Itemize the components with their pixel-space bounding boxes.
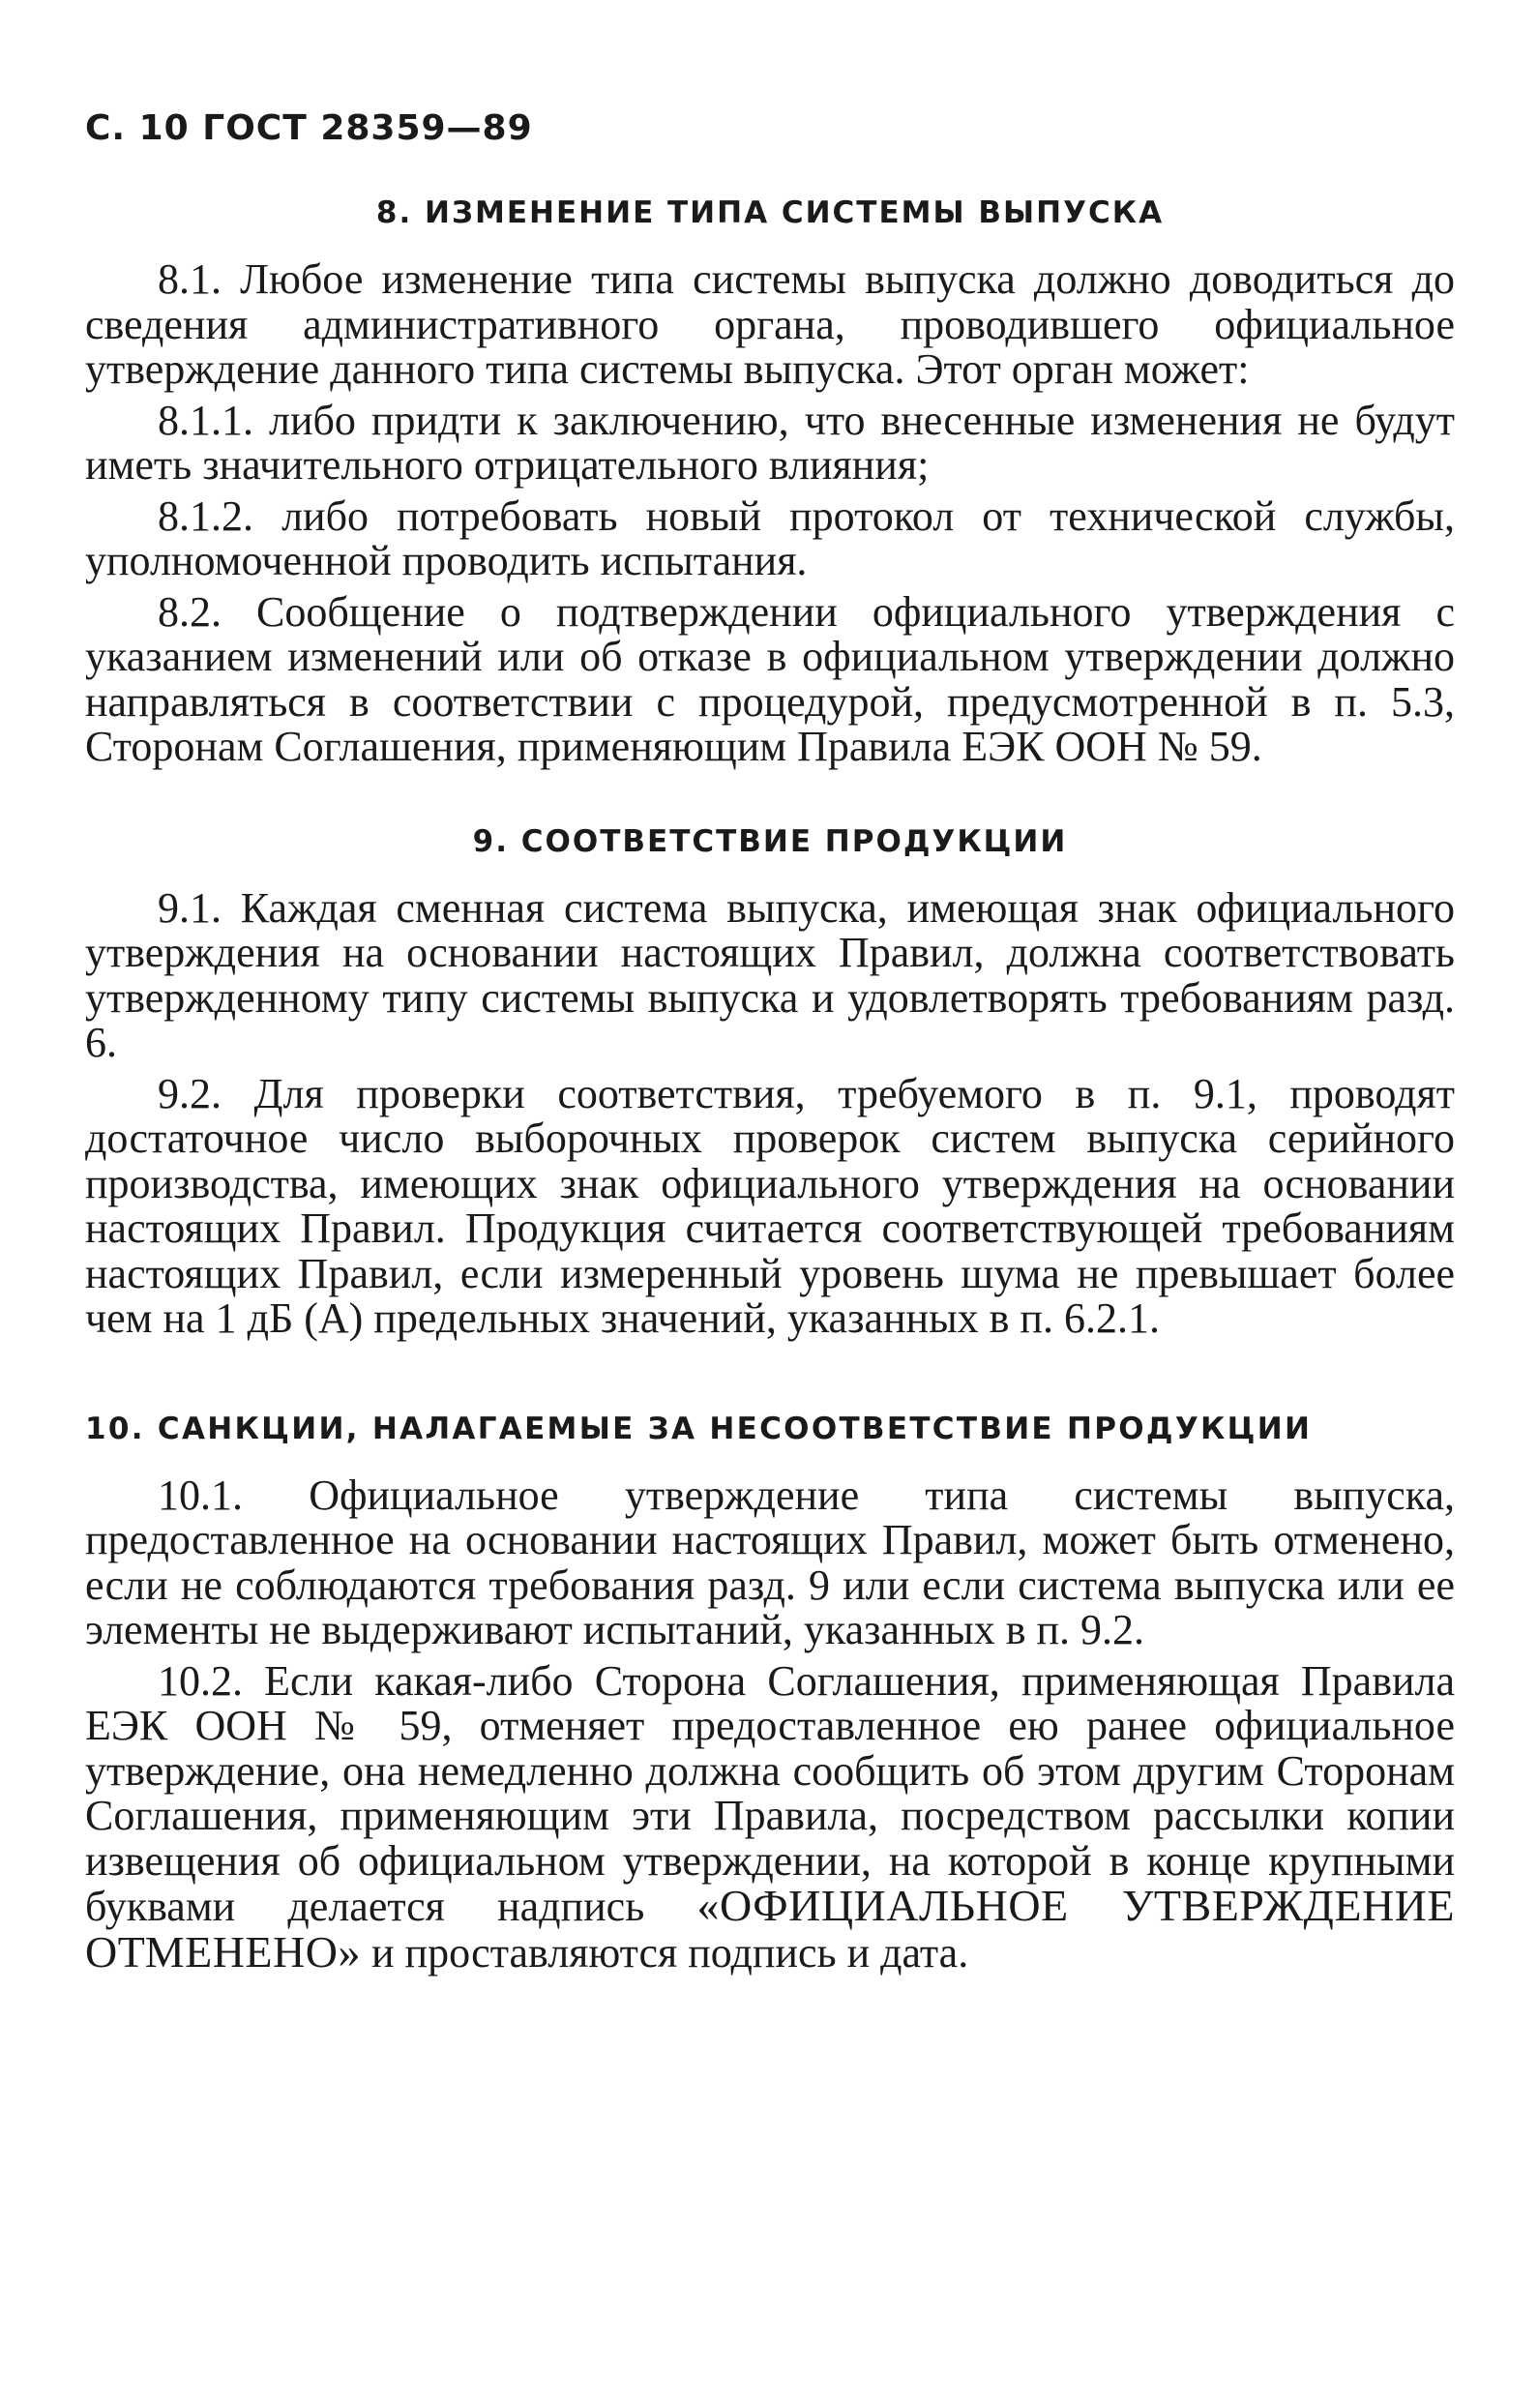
- paragraph-10-2-text: 10.2. Если какая-либо Сторона Соглашения, применяющая Правила ЕЭК ООН № 59, отменяет предоставленное ею ранее официальное утверждение, она немедленно должна сообщить об этом другим Сторонам Соглашения, применяющим эти Правила, посредством рассылки копии извещения об официальном утверждении, на которой в конце крупными буквами делается надпись: [85, 1656, 1455, 1930]
- document-body: [85, 193, 1455, 1981]
- paragraph-10-2-caps-inscription: «ОФИЦИАЛЬНОЕ УТВЕРЖДЕНИЕ ОТМЕНЕНО»: [85, 1881, 1455, 1977]
- section-9-title: 9. СООТВЕТСТВИЕ ПРОДУКЦИИ: [472, 823, 1068, 859]
- paragraph-8-1: 8.1. Любое изменение типа системы выпуска должно доводиться до сведения административного органа, проводившего официальное утверждение данного типа системы выпуска. Этот орган может:: [85, 255, 1455, 393]
- paragraph-10-2-tail: и проставляются подпись и дата.: [370, 1928, 969, 1977]
- paragraph-10-1: 10.1. Официальное утверждение типа системы выпуска, предоставленное на основании настоящих Правил, может быть отменено, если не соблюдаются требования разд. 9 или если система выпуска или ее элементы не выдерживают испытаний, указанных в п. 9.2.: [85, 1471, 1455, 1653]
- paragraph-8-2: 8.2. Сообщение о подтверждении официального утверждения с указанием изменений или об отказе в официальном утверждении должно направляться в соответствии с процедурой, предусмотренной в п. 5.3, Сторонам Соглашения, применяющим Правила ЕЭК ООН № 59.: [85, 587, 1455, 770]
- section-10-title: 10. САНКЦИИ, НАЛАГАЕМЫЕ ЗА НЕСООТВЕТСТВИЕ ПРОДУКЦИИ: [85, 1411, 1313, 1446]
- paragraph-8-1-2: 8.1.2. либо потребовать новый протокол от технической службы, уполномоченной проводить испытания.: [85, 491, 1455, 584]
- paragraph-9-1: 9.1. Каждая сменная система выпуска, имеющая знак официального утверждения на основании настоящих Правил, должна соответствовать утвержденному типу системы выпуска и удовлетворять требованиям разд. 6.: [85, 883, 1455, 1066]
- paragraph-10-2: [85, 1656, 1455, 1977]
- paragraph-8-1-1: 8.1.1. либо придти к заключению, что внесенные изменения не будут иметь значительного отрицательного влияния;: [85, 396, 1455, 489]
- section-8-title: 8. ИЗМЕНЕНИЕ ТИПА СИСТЕМЫ ВЫПУСКА: [375, 195, 1165, 230]
- running-head: С. 10 ГОСТ 28359—89: [85, 108, 533, 148]
- paragraph-9-2: 9.2. Для проверки соответствия, требуемого в п. 9.1, проводят достаточное число выборочных проверок систем выпуска серийного производства, имеющих знак официального утверждения на основании настоящих Правил. Продукция считается соответствующей требованиям настоящих Правил, если измеренный уровень шума не превышает более чем на 1 дБ (А) предельных значений, указанных в п. 6.2.1.: [85, 1069, 1455, 1342]
